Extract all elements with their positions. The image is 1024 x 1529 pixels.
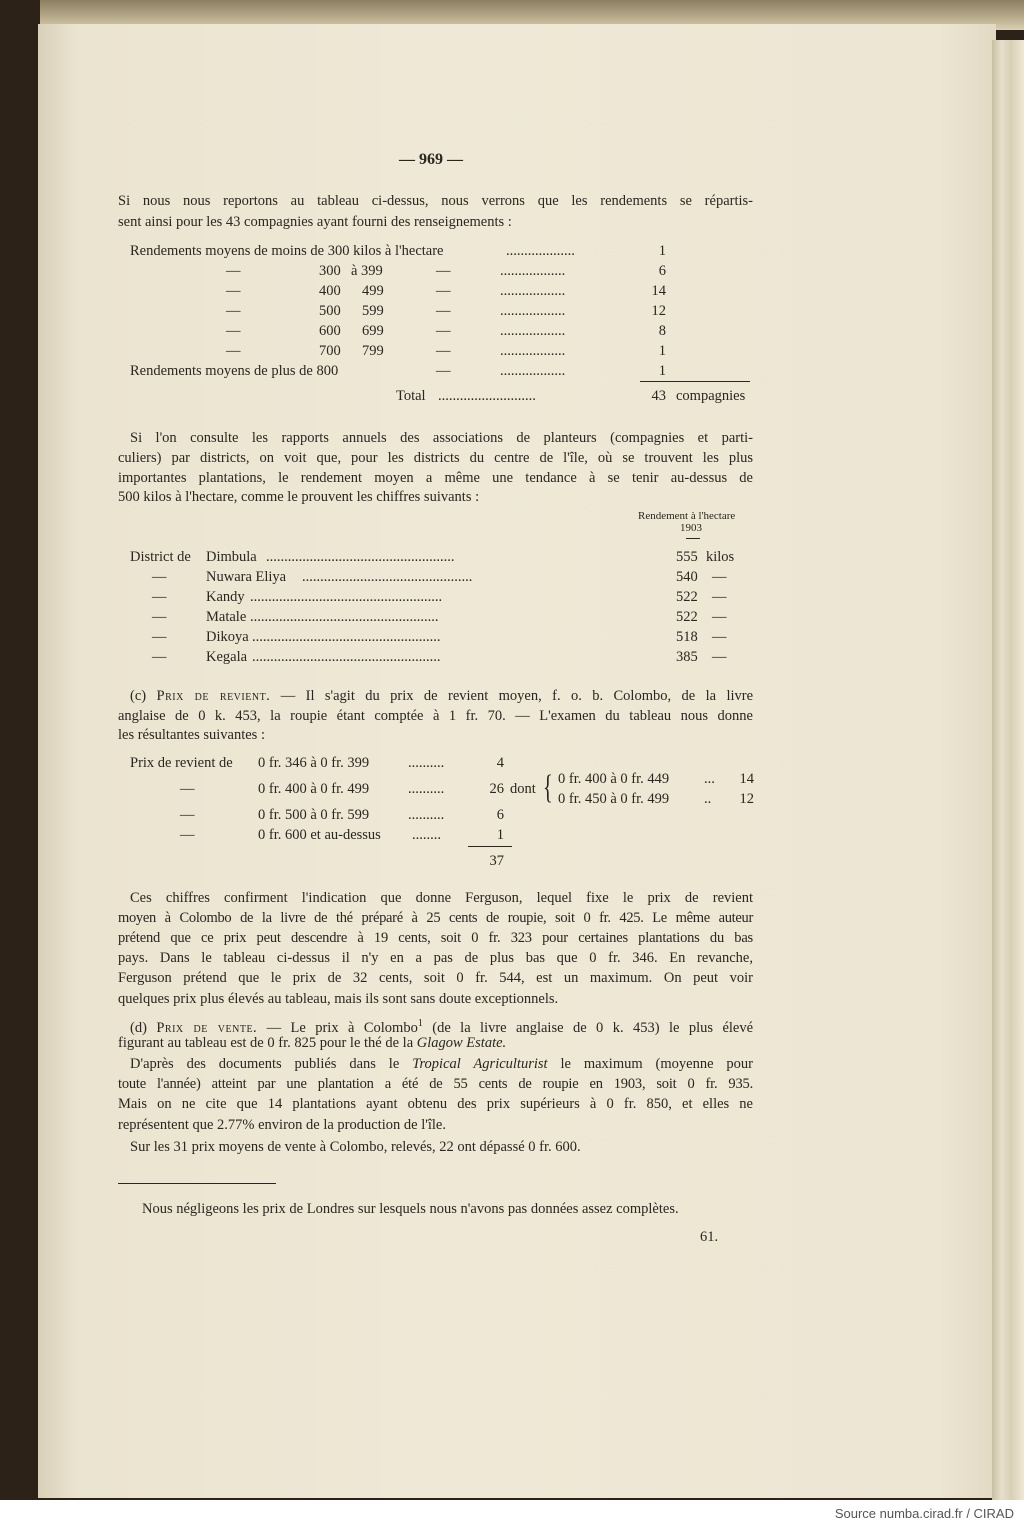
page-stack-edge (992, 40, 1024, 1500)
district-prefix: — (152, 569, 167, 585)
cost-row-dots: ........ (412, 827, 441, 843)
yield-row-from: 700 (319, 343, 341, 359)
district-prefix: District de (130, 549, 191, 565)
intro-line-2: sent ainsi pour les 43 compagnies ayant fourni des renseignements : (118, 214, 512, 230)
cost-row-label: — (180, 807, 195, 823)
yield-row-to: 599 (362, 303, 384, 319)
cost-row-count: 1 (496, 827, 504, 843)
district-dots: .................................................... (252, 649, 441, 665)
yield-row-dash: — (436, 263, 451, 279)
cost-row-range: 0 fr. 400 à 0 fr. 499 (258, 781, 370, 797)
district-prefix: — (152, 609, 167, 625)
district-prefix: — (152, 629, 167, 645)
yield-row-count: 1 (658, 243, 666, 259)
yield-row-dots: .................. (500, 323, 566, 339)
yield-row-dash: — (436, 303, 451, 319)
yield-row-to: 699 (362, 323, 384, 339)
district-value: 522 (676, 589, 698, 605)
district-value: 555 (676, 549, 698, 565)
district-name: Kegala (206, 649, 248, 665)
district-name: Dikoya (206, 629, 249, 645)
yield-row-dots: .................. (500, 283, 566, 299)
cost-row-range: 0 fr. 500 à 0 fr. 599 (258, 807, 370, 823)
ferguson-line-4: pays. Dans le tableau ci-dessus il n'y en a pas de plus bas que 0 fr. 346. En revanche, (118, 950, 753, 966)
cost-sub-range: 0 fr. 400 à 0 fr. 449 (558, 771, 670, 787)
prix-vente-line-7: Sur les 31 prix moyens de vente à Colombo, relevés, 22 ont dépassé 0 fr. 600. (130, 1139, 581, 1155)
yield-row-to: à 399 (351, 263, 383, 279)
district-unit: kilos (706, 549, 735, 565)
cost-row-label: — (180, 827, 195, 843)
district-unit: — (712, 589, 727, 605)
district-value: 540 (676, 569, 698, 585)
cost-sub-count: 14 (739, 771, 754, 787)
yield-row-label: — (226, 283, 241, 299)
cost-row-count: 6 (496, 807, 504, 823)
districts-line-2: culiers) par districts, on voit que, pour les districts du centre de l'île, où se trouvent les plus (118, 450, 753, 466)
yield-row-to: 499 (362, 283, 384, 299)
yield-row-dots: .................. (500, 263, 566, 279)
prix-vente-line-2-italic: Glagow Estate. (416, 1035, 507, 1051)
districts-line-1: Si l'on consulte les rapports annuels des associations de planteurs (compagnies et parti- (130, 430, 753, 446)
district-unit: — (712, 649, 727, 665)
yield-row-to: 799 (362, 343, 384, 359)
cost-row-dots: .......... (408, 807, 445, 823)
prix-vente-line-5: Mais on ne cite que 14 plantations ayant obtenu des prix supérieurs à 0 fr. 850, et elles ne (118, 1096, 753, 1112)
yield-row-dash: — (436, 283, 451, 299)
prix-vente-line-2 (118, 1034, 506, 1052)
page-folio: 61. (700, 1229, 719, 1245)
prix-vente-line-1-rest-a: — Le prix à Colombo (266, 1019, 418, 1036)
yield-row-dash: — (436, 323, 451, 339)
districts-line-4: 500 kilos à l'hectare, comme le prouvent les chiffres suivants : (118, 489, 480, 505)
yield-row-count: 1 (658, 343, 666, 359)
prix-vente-line-2-a: figurant au tableau est de 0 fr. 825 pour le thé de la (118, 1035, 414, 1051)
cost-dont-label: dont (510, 781, 536, 797)
district-name: Kandy (206, 589, 245, 605)
yield-row-from: 500 (319, 303, 341, 319)
prix-vente-line-3 (130, 1054, 753, 1074)
prix-vente-line-1-rest-b: (de la livre anglaise de 0 k. 453) le plus élevé (432, 1019, 754, 1036)
districts-line-3: importantes plantations, le rendement moyen a même une tendance à se tenir au-dessus de (118, 470, 753, 486)
cost-row-range: 0 fr. 346 à 0 fr. 399 (258, 755, 370, 771)
cost-sub-dots: .. (704, 791, 712, 807)
yield-row-label: — (226, 323, 241, 339)
page-number-header: — 969 — (399, 151, 463, 168)
prix-revient-line-1-rest: — Il s'agit du prix de revient moyen, f. o. b. Colombo, de la livre (280, 688, 754, 704)
cost-total-rule (468, 846, 512, 847)
prix-vente-heading: Prix de vente. (156, 1019, 258, 1036)
prix-vente-line-4: toute l'année) atteint par une plantation a été de 55 cents de roupie en 1903, soit 0 fr. 935. (118, 1076, 753, 1092)
yield-row-count: 14 (651, 283, 666, 299)
yield-row-from: 400 (319, 283, 341, 299)
district-unit: — (712, 629, 727, 645)
district-prefix: — (152, 589, 167, 605)
ferguson-line-5: Ferguson prétend que le prix de 32 cents, soit 0 fr. 544, est un maximum. On peut voir (118, 970, 753, 986)
yield-total-unit: compagnies (676, 388, 746, 404)
yield-row-label: Rendements moyens de moins de 300 kilos à l'hectare (130, 243, 444, 259)
prix-revient-line-3: les résultantes suivantes : (118, 727, 265, 743)
yield-row-from: 600 (319, 323, 341, 339)
cost-sub-count: 12 (739, 791, 754, 807)
prix-vente-line-3-b: le maximum (moyenne pour (560, 1056, 754, 1072)
yield-row-dots: .................. (500, 363, 566, 379)
yield-row-dash: — (436, 363, 451, 379)
cost-sub-range: 0 fr. 450 à 0 fr. 499 (558, 791, 670, 807)
district-col-year: 1903 (680, 522, 702, 534)
yield-row-dots: .................. (500, 303, 566, 319)
prix-revient-heading: Prix de revient. (156, 688, 271, 704)
yield-total-rule (640, 381, 750, 382)
prix-vente-marker: (d) (130, 1019, 147, 1036)
district-unit: — (712, 569, 727, 585)
cost-row-dots: .......... (408, 781, 445, 797)
prix-revient-marker: (c) (130, 688, 147, 704)
cost-brace: { (543, 769, 553, 806)
district-dots: ............................................... (302, 569, 473, 585)
yield-total-value: 43 (651, 388, 666, 404)
ferguson-line-3: prétend que ce prix peut descendre à 19 cents, soit 0 fr. 323 pour certaines plantations du bas (118, 930, 753, 946)
footnote-rule (118, 1183, 276, 1184)
district-unit: — (712, 609, 727, 625)
prix-vente-line-6: représentent que 2.77% environ de la production de l'île. (118, 1117, 446, 1133)
yield-row-label: Rendements moyens de plus de 800 (130, 363, 339, 379)
yield-row-dash: — (436, 343, 451, 359)
district-value: 522 (676, 609, 698, 625)
cost-row-label: Prix de revient de (130, 755, 233, 771)
yield-row-dots: .................. (500, 343, 566, 359)
yield-row-label: — (226, 263, 241, 279)
ferguson-line-2: moyen à Colombo de la livre de thé préparé à 25 cents de roupie, soit 0 fr. 425. Le même auteur (118, 910, 753, 926)
district-dots: .................................................... (266, 549, 455, 565)
yield-total-dots: ........................... (438, 388, 536, 404)
cost-total: 37 (489, 853, 504, 869)
prix-revient-line-1 (130, 686, 753, 706)
yield-row-label: — (226, 303, 241, 319)
cost-row-range: 0 fr. 600 et au-dessus (258, 827, 381, 843)
district-col-header: Rendement à l'hectare (638, 510, 736, 522)
ferguson-line-6: quelques prix plus élevés au tableau, mais ils sont sans doute exceptionnels. (118, 991, 559, 1007)
yield-total-label: Total (396, 388, 426, 404)
yield-row-from: 300 (319, 263, 341, 279)
yield-row-dots: ................... (506, 243, 575, 259)
source-credit: Source numba.cirad.fr / CIRAD (834, 1506, 1014, 1521)
district-name: Matale (206, 609, 247, 625)
cost-row-dots: .......... (408, 755, 445, 771)
prix-revient-line-2: anglaise de 0 k. 453, la roupie étant comptée à 1 fr. 70. — L'examen du tableau nous donne (118, 708, 753, 724)
footnote-ref: 1 (417, 1018, 423, 1029)
district-header-rule (686, 538, 700, 539)
district-value: 518 (676, 629, 698, 645)
ferguson-line-1: Ces chiffres confirment l'indication que donne Ferguson, lequel fixe le prix de revient (130, 890, 753, 906)
yield-row-label: — (226, 343, 241, 359)
prix-vente-line-3-italic: Tropical Agriculturist (412, 1056, 548, 1072)
district-name: Dimbula (206, 549, 257, 565)
district-dots: .................................................... (250, 609, 439, 625)
prix-vente-line-3-a: D'après des documents publiés dans le (130, 1056, 400, 1072)
cost-row-count: 26 (489, 781, 504, 797)
yield-row-count: 12 (651, 303, 666, 319)
cost-row-count: 4 (496, 755, 504, 771)
intro-line-1: Si nous nous reportons au tableau ci-dessus, nous verrons que les rendements se répartis- (118, 193, 753, 209)
footnote-text: Nous négligeons les prix de Londres sur lesquels nous n'avons pas données assez complètes. (142, 1201, 679, 1217)
cost-sub-dots: ... (704, 771, 715, 787)
yield-row-count: 8 (658, 323, 666, 339)
yield-row-count: 6 (658, 263, 666, 279)
yield-row-count: 1 (658, 363, 666, 379)
district-dots: ..................................................... (250, 589, 443, 605)
district-prefix: — (152, 649, 167, 665)
district-name: Nuwara Eliya (206, 569, 287, 585)
district-value: 385 (676, 649, 698, 665)
cost-row-label: — (180, 781, 195, 797)
district-dots: .................................................... (252, 629, 441, 645)
